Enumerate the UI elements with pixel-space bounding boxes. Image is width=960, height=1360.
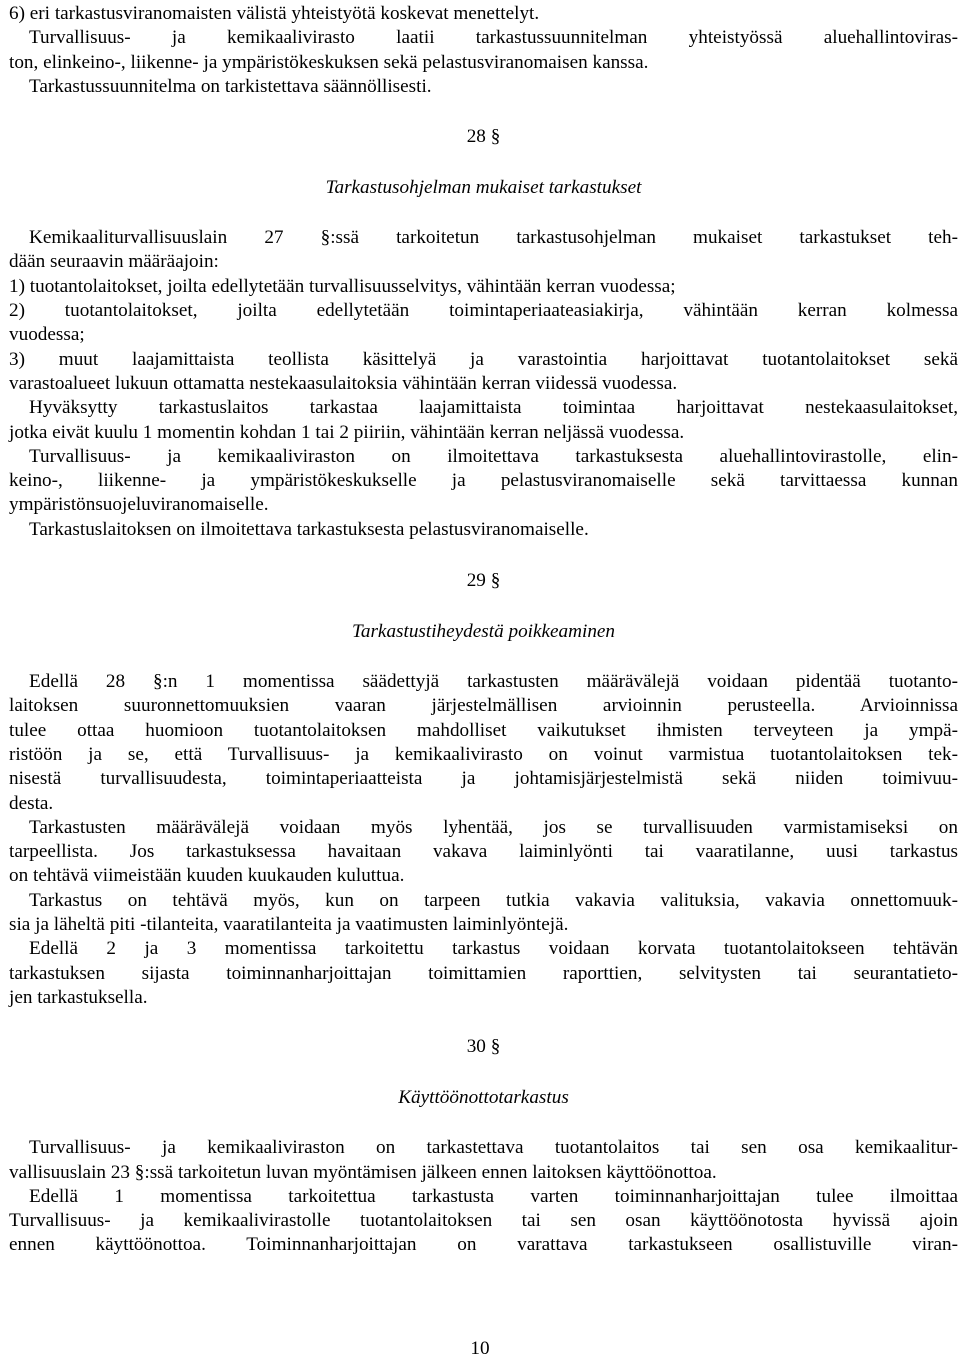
section-30 <box>9 1035 958 1257</box>
text-line: varastoalueet lukuun ottamatta nestekaasulaitoksia vähintään kerran viidessä vuodessa. <box>9 372 678 394</box>
text-line: ristöön ja se, että Turvallisuus- ja kemikaalivirasto on voinut varmistua tuotantolaitoksen tek- <box>9 743 958 765</box>
text-line: tarpeellista. Jos tarkastuksessa havaitaan vakava laiminlyönti tai vaaratilanne, uusi tarkastus <box>9 841 958 863</box>
text-line: ton, elinkeino-, liikenne- ja ympäristökeskuksen sekä pelastusviranomaisen kanssa. <box>9 51 649 73</box>
text-line: Tarkastus on tehtävä myös, kun on tarpeen tutkia vakavia valituksia, vakavia onnettomuuk- <box>29 889 958 911</box>
text-line: Kemikaaliturvallisuuslain 27 §:ssä tarkoitetun tarkastusohjelman mukaiset tarkastukset teh- <box>29 227 958 249</box>
document-page <box>9 2 958 1258</box>
text-line: Hyväksytty tarkastuslaitos tarkastaa laajamittaista toimintaa harjoittavat nestekaasulaitokset, <box>29 397 958 419</box>
text-line: Tarkastusten määrävälejä voidaan myös lyhentää, jos se turvallisuuden varmistamiseksi on <box>29 816 958 838</box>
text-line: laitoksen suuronnettomuuksien vaaran järjestelmällisen arvioinnin perusteella. Arvioinnissa <box>9 695 958 717</box>
text-line: 1) tuotantolaitokset, joilta edellytetään turvallisuusselvitys, vähintään kerran vuodessa; <box>9 275 676 297</box>
text-line: vallisuuslain 23 §:ssä tarkoitetun luvan myöntämisen jälkeen ennen laitoksen käyttöönottoa. <box>9 1161 717 1183</box>
page-number: 10 <box>470 1338 490 1359</box>
text-line: 2) tuotantolaitokset, joilta edellytetään toimintaperiaateasiakirja, vähintään kerran kolmessa <box>9 300 958 322</box>
intro-block <box>9 2 958 99</box>
text-line: tarkastuksen sijasta toiminnanharjoittajan toimittamien raporttien, selvitysten tai seurantatieto- <box>9 962 958 984</box>
text-line: nisestä turvallisuudesta, toimintaperiaatteista ja johtamisjärjestelmistä sekä niiden toimivuu- <box>9 768 958 790</box>
text-line: Tarkastuslaitoksen on ilmoitettava tarkastuksesta pelastusviranomaiselle. <box>29 518 589 540</box>
section-number: 30 § <box>466 1036 501 1058</box>
section-28 <box>9 125 958 542</box>
section-number: 28 § <box>466 126 501 148</box>
text-line: vuodessa; <box>9 324 85 346</box>
text-line: jotka eivät kuulu 1 momentin kohdan 1 tai 2 piiriin, vähintään kerran neljässä vuodessa. <box>9 421 685 443</box>
text-line: Turvallisuus- ja kemikaaliviraston on tarkastettava tuotantolaitos tai sen osa kemikaalitur- <box>29 1137 958 1159</box>
text-line: desta. <box>9 792 54 814</box>
text-line: Turvallisuus- ja kemikaalivirasto laatii tarkastussuunnitelman yhteistyössä aluehallintoviras- <box>29 27 958 49</box>
section-number: 29 § <box>466 570 501 592</box>
text-line: keino-, liikenne- ja ympäristökeskukselle ja pelastusviranomaiselle sekä tarvittaessa kunnan <box>9 470 958 492</box>
text-line: Turvallisuus- ja kemikaaliviraston on ilmoitettava tarkastuksesta aluehallintovirastolle, elin- <box>29 445 958 467</box>
section-title: Käyttöönottotarkastus <box>398 1087 569 1109</box>
section-title: Tarkastusohjelman mukaiset tarkastukset <box>325 177 642 199</box>
text-line: 3) muut laajamittaista teollista käsittelyä ja varastointia harjoittavat tuotantolaitokset sekä <box>9 348 958 370</box>
text-line: Edellä 28 §:n 1 momentissa säädettyjä tarkastusten määrävälejä voidaan pidentää tuotanto- <box>29 671 958 693</box>
text-line: jen tarkastuksella. <box>9 986 148 1008</box>
text-line: ennen käyttöönottoa. Toiminnanharjoittajan on varattava tarkastukseen osallistuville viran- <box>9 1234 958 1256</box>
section-29 <box>9 569 958 1010</box>
text-line: Edellä 2 ja 3 momentissa tarkoitettu tarkastus voidaan korvata tuotantolaitokseen tehtävän <box>29 938 958 960</box>
text-line: tulee ottaa huomioon tuotantolaitoksen mahdolliset vaikutukset ihmisten terveyteen ja ympä- <box>9 719 958 741</box>
text-line: ympäristönsuojeluviranomaiselle. <box>9 494 269 516</box>
section-title: Tarkastustiheydestä poikkeaminen <box>351 621 616 643</box>
text-line: on tehtävä viimeistään kuuden kuukauden kuluttua. <box>9 865 405 887</box>
text-line: Tarkastussuunnitelma on tarkistettava säännöllisesti. <box>29 75 432 97</box>
text-line: dään seuraavin määräajoin: <box>9 251 219 273</box>
text-line: Turvallisuus- ja kemikaalivirastolle tuotantolaitoksen tai sen osan käyttöönotosta hyvissä ajoin <box>9 1210 958 1232</box>
text-line: Edellä 1 momentissa tarkoitettua tarkastusta varten toiminnanharjoittajan tulee ilmoittaa <box>29 1185 958 1207</box>
text-line: sia ja läheltä piti -tilanteita, vaaratilanteita ja vaatimusten laiminlyöntejä. <box>9 914 569 936</box>
text-line: 6) eri tarkastusviranomaisten välistä yhteistyötä koskevat menettelyt. <box>9 3 540 24</box>
